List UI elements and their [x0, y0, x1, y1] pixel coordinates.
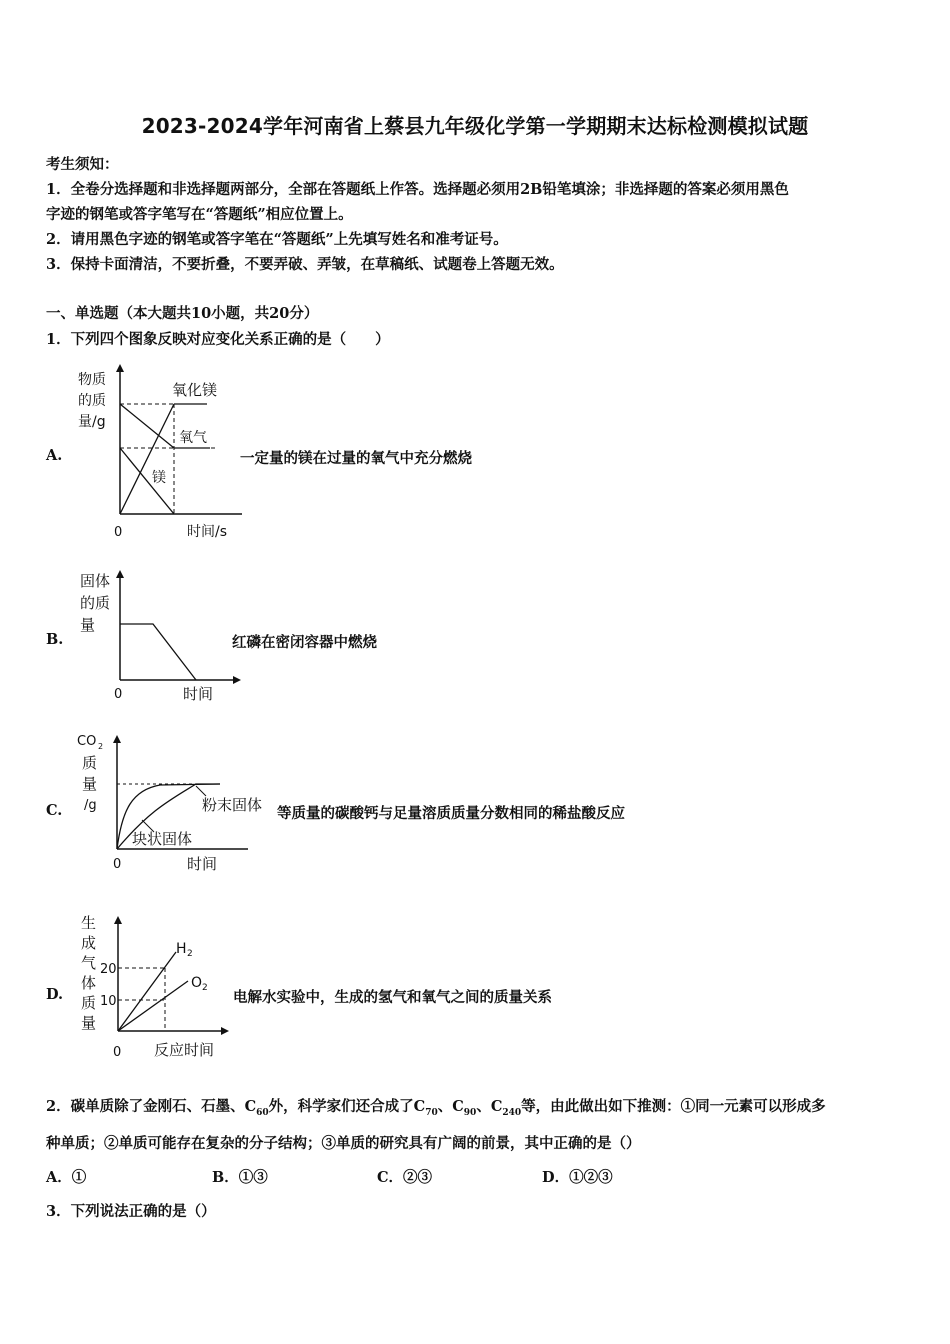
graph-b-ylabel-1: 固体 [80, 572, 111, 590]
graph-a-ylabel-2: 的质 [78, 393, 106, 409]
graph-c-ylabel-co: CO [77, 734, 97, 749]
graph-a-series-oxygen: 氧气 [179, 430, 207, 446]
graph-d-x-arrow [221, 1027, 229, 1035]
graph-d-series-h: H [176, 941, 187, 957]
graph-c-y-arrow [113, 735, 121, 743]
graph-b-xlabel: 时间 [183, 685, 214, 703]
graph-c-ylabel-co-sub: 2 [98, 742, 104, 751]
graph-d-ylabel-4: 体 [81, 974, 97, 992]
graph-c-xlabel: 时间 [187, 855, 218, 873]
graph-d-series-o-sub: 2 [202, 983, 208, 993]
graph-b-ylabel-2: 的质 [80, 594, 111, 612]
option-b-graph [70, 566, 250, 711]
graph-d-xlabel: 反应时间 [154, 1041, 215, 1059]
graph-c-series-powder: 粉末固体 [202, 796, 263, 814]
graph-d-tick-20: 20 [100, 962, 117, 977]
graph-a-series-mgo: 氧化镁 [172, 381, 218, 399]
graph-c-origin: 0 [113, 857, 122, 872]
graph-b-curve [120, 624, 196, 680]
note-item-1: 1．全卷分选择题和非选择题两部分，全部在答题纸上作答。选择题必须用2B铅笔填涂；非选择题的答案必须用黑色 [46, 181, 789, 198]
graph-d-h2-line [118, 952, 176, 1031]
option-c-graph [70, 730, 280, 878]
graph-a-series-mg: 镁 [152, 470, 166, 486]
option-b-text: 红磷在密闭容器中燃烧 [232, 634, 377, 651]
graph-a-oxygen-line [120, 404, 174, 448]
graph-d-ylabel-2: 成 [81, 934, 97, 952]
question-2-choice-a: A．① [46, 1169, 87, 1186]
graph-b-origin: 0 [114, 687, 123, 702]
option-d-text: 电解水实验中，生成的氢气和氧气之间的质量关系 [233, 989, 552, 1006]
question-2-choice-c: C．②③ [377, 1169, 433, 1186]
graph-c-ylabel-1: 质 [82, 754, 98, 772]
option-a-text: 一定量的镁在过量的氧气中充分燃烧 [240, 450, 472, 467]
question-2-line-1: 2．碳单质除了金刚石、石墨、$C_{60}$外，科学家们还合成了$C_{70}$、$C_{90}$、$C_{240}$等，由此做出如下推测：①同一元素可以形成多 [46, 1098, 826, 1118]
option-d-graph [70, 910, 240, 1062]
graph-d-series-h-sub: 2 [187, 949, 193, 959]
question-2-choice-b: B．①③ [212, 1169, 268, 1186]
graph-a-origin: 0 [114, 525, 123, 540]
section-heading: 一、单选题（本大题共10小题，共20分） [46, 305, 319, 322]
graph-d-ylabel-6: 量 [81, 1014, 97, 1032]
question-1-stem: 1．下列四个图象反映对应变化关系正确的是（ ） [46, 331, 390, 348]
question-2-line-2: 种单质；②单质可能存在复杂的分子结构；③单质的研究具有广阔的前景，其中正确的是（） [46, 1135, 641, 1152]
graph-d-ylabel-1: 生 [81, 914, 97, 932]
option-c-text: 等质量的碳酸钙与足量溶质质量分数相同的稀盐酸反应 [277, 805, 625, 822]
graph-c-ylabel-3: /g [84, 798, 97, 813]
graph-b-y-arrow [116, 570, 124, 578]
graph-d-origin: 0 [113, 1045, 122, 1060]
question-2-choice-d: D．①②③ [542, 1169, 613, 1186]
graph-d-tick-10: 10 [100, 994, 117, 1009]
graph-c-ylabel-2: 量 [82, 775, 98, 793]
note-item-1-cont: 字迹的钢笔或答字笔写在“答题纸”相应位置上。 [46, 206, 353, 223]
option-a-letter: A. [46, 447, 63, 464]
page-title: 2023-2024学年河南省上蔡县九年级化学第一学期期末达标检测模拟试题 [141, 114, 809, 138]
note-item-3: 3．保持卡面清洁，不要折叠，不要弄破、弄皱，在草稿纸、试题卷上答题无效。 [46, 256, 564, 273]
graph-a-ylabel-1: 物质 [78, 372, 106, 388]
graph-c-powder-pointer [196, 786, 206, 796]
graph-d-ylabel-3: 气 [81, 954, 97, 972]
graph-a-y-arrow [116, 364, 124, 372]
graph-d-series-o: O [191, 975, 203, 991]
graph-d-o2-line [118, 981, 188, 1031]
option-a-graph [70, 360, 250, 545]
graph-c-series-block: 块状固体 [132, 830, 193, 848]
notes-heading: 考生须知： [46, 156, 119, 173]
option-b-letter: B. [46, 631, 64, 648]
option-c-letter: C. [46, 802, 63, 819]
option-d-letter: D. [46, 986, 64, 1003]
graph-a-xlabel: 时间/s [187, 524, 228, 540]
graph-d-ylabel-5: 质 [81, 994, 97, 1012]
graph-b-ylabel-3: 量 [80, 616, 96, 634]
graph-b-x-arrow [233, 676, 241, 684]
graph-a-mgo-line [120, 404, 174, 514]
note-item-2: 2．请用黑色字迹的钢笔或答字笔在“答题纸”上先填写姓名和准考证号。 [46, 231, 508, 248]
graph-a-ylabel-3: 量/g [78, 414, 106, 430]
graph-d-y-arrow [114, 916, 122, 924]
question-3-stem: 3．下列说法正确的是（） [46, 1203, 216, 1220]
